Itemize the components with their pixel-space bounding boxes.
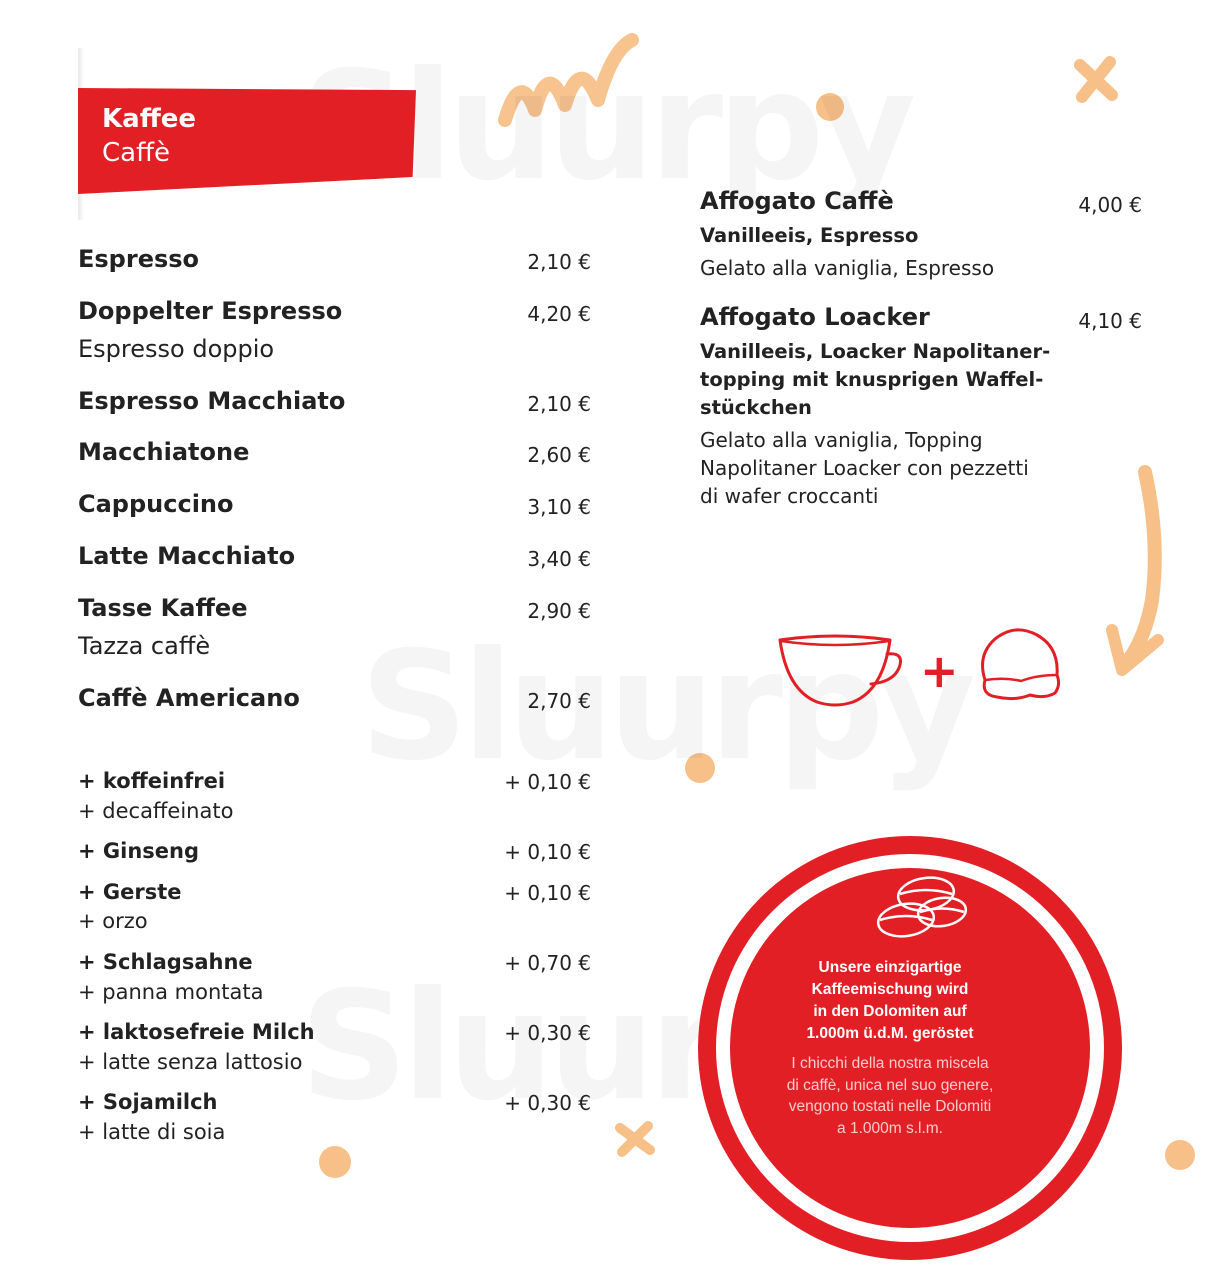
item-name: Espresso Macchiato	[78, 387, 346, 415]
extra-name: + Schlagsahne	[78, 950, 253, 974]
extra-name: + Sojamilch	[78, 1090, 218, 1114]
item-description-it: Gelato alla vaniglia, Topping	[700, 428, 983, 452]
item-description-de: topping mit knusprigen Waffel-	[700, 368, 1044, 391]
item-name: Espresso	[78, 245, 200, 273]
item-description-it: Napolitaner Loacker con pezzetti	[700, 456, 1029, 480]
item-description-de: Vanilleeis, Loacker Napolitaner-	[700, 340, 1051, 363]
item-price: 2,60 €	[527, 443, 591, 467]
badge-line: vengono tostati nelle Dolomiti	[788, 1098, 992, 1115]
badge-text-it	[770, 1053, 1010, 1139]
roasting-badge	[690, 828, 1130, 1268]
item-subtitle: Espresso doppio	[78, 335, 275, 363]
item-price: 2,70 €	[527, 689, 591, 713]
item-price: 4,00 €	[1078, 193, 1142, 217]
extra-price: + 0,10 €	[504, 840, 591, 864]
item-name: Affogato Loacker	[700, 303, 930, 331]
item-name: Affogato Caffè	[700, 187, 894, 215]
item-name: Cappuccino	[78, 490, 234, 518]
item-price: 4,20 €	[527, 302, 591, 326]
section-title: Kaffee	[102, 104, 197, 134]
item-name: Caffè Americano	[78, 684, 300, 712]
extra-name: + koffeinfrei	[78, 769, 226, 793]
extra-subtitle: + panna montata	[78, 980, 264, 1004]
extra-subtitle: + decaffeinato	[78, 799, 234, 823]
badge-line: 1.000m ü.d.M. geröstet	[806, 1025, 974, 1042]
badge-line: Kaffeemischung wird	[811, 981, 969, 998]
badge-line: in den Dolomiten auf	[813, 1003, 967, 1020]
section-subtitle: Caffè	[102, 138, 170, 168]
badge-line: a 1.000m s.l.m.	[837, 1119, 943, 1137]
item-name: Tasse Kaffee	[78, 594, 248, 622]
item-description-it: di wafer croccanti	[700, 484, 879, 508]
extra-price: + 0,10 €	[504, 881, 591, 905]
item-subtitle: Tazza caffè	[78, 632, 211, 660]
item-description-de: Vanilleeis, Espresso	[700, 224, 919, 247]
item-price: 4,10 €	[1078, 309, 1142, 333]
badge-line: I chicchi della nostra miscela	[791, 1055, 989, 1072]
extra-price: + 0,10 €	[504, 770, 591, 794]
item-description-it: Gelato alla vaniglia, Espresso	[700, 256, 995, 280]
extra-name: + laktosefreie Milch	[78, 1020, 315, 1044]
item-price: 3,10 €	[527, 495, 591, 519]
coffee-cup-icon	[775, 632, 905, 712]
item-name: Doppelter Espresso	[78, 297, 343, 325]
item-price: 2,10 €	[527, 250, 591, 274]
item-price: 3,40 €	[527, 547, 591, 571]
extra-price: + 0,30 €	[504, 1021, 591, 1045]
extra-subtitle: + orzo	[78, 909, 148, 933]
ice-cream-scoop-icon	[975, 625, 1065, 705]
extra-subtitle: + latte di soia	[78, 1120, 226, 1144]
item-name: Latte Macchiato	[78, 542, 296, 570]
extra-price: + 0,30 €	[504, 1091, 591, 1115]
badge-text-de	[770, 957, 1010, 1045]
plus-sign: +	[920, 644, 959, 698]
extra-name: + Ginseng	[78, 839, 200, 863]
extra-price: + 0,70 €	[504, 951, 591, 975]
item-description-de: stückchen	[700, 396, 812, 419]
extra-subtitle: + latte senza lattosio	[78, 1050, 303, 1074]
extra-name: + Gerste	[78, 880, 182, 904]
item-name: Macchiatone	[78, 438, 250, 466]
badge-line: di caffè, unica nel suo genere,	[786, 1076, 994, 1094]
item-price: 2,10 €	[527, 392, 591, 416]
item-price: 2,90 €	[527, 599, 591, 623]
badge-line: Unsere einzigartige	[818, 959, 962, 976]
